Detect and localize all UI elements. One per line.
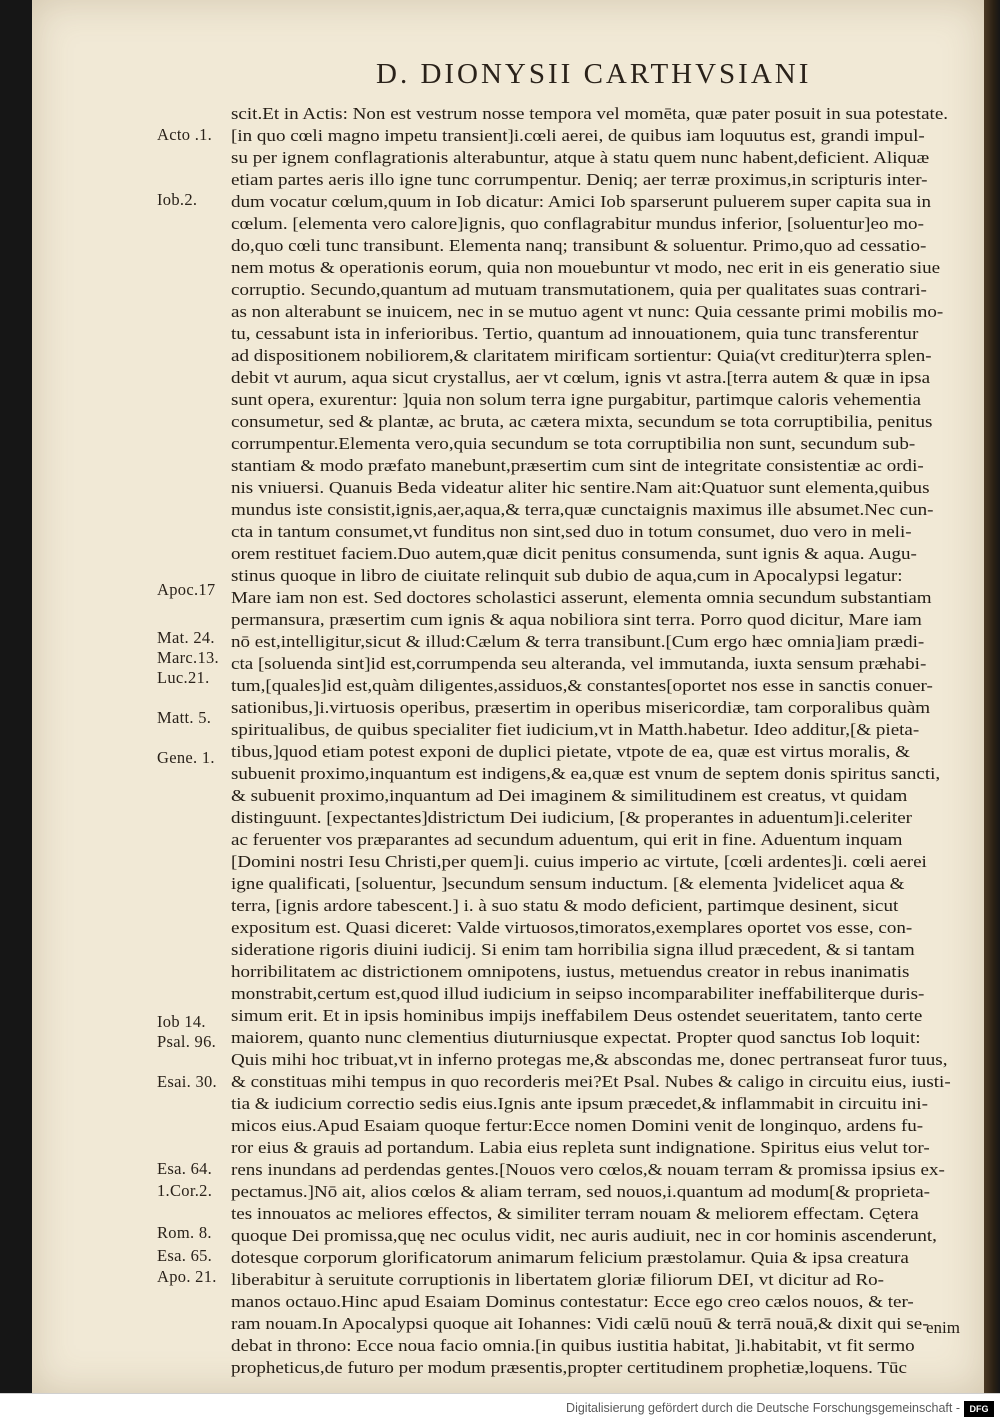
text-line: debit vt aurum, aqua sicut crystallus, aer vt cœlum, ignis vt astra.[terra autem & quæ in ipsa — [231, 368, 931, 387]
text-line: tia & iudicium correctio sedis eius.Ignis ante ipsum præcedet,& inflammabit in circuitu ini- — [231, 1094, 928, 1113]
text-line: corrumpentur.Elementa vero,quia secundum se tota corruptibilia non sunt, secundum sub- — [231, 434, 916, 453]
text-line: sideratione rigoris diuini iudicij. Si enim tam horribilia signa illud præcedent, & si tantam — [231, 940, 915, 959]
margin-ref: Matt. 5. — [157, 708, 212, 727]
text-line: & constituas mihi tempus in quo recorderis mei?Et Psal. Nubes & caligo in circuitu eius, iusti- — [231, 1072, 951, 1091]
funding-credit: Digitalisierung gefördert durch die Deutsche Forschungsgemeinschaft - — [566, 1401, 960, 1415]
margin-ref: 1.Cor.2. — [157, 1181, 213, 1200]
text-line: cœlum. [elementa vero calore]ignis, quo conflagrabitur mundus inferior, [soluentur]eo mo- — [231, 214, 924, 233]
margin-ref: Luc.21. — [157, 668, 210, 687]
text-line: sationibus,]i.virtuosis operibus, præsertim in operibus misericordiæ, tam corporalibus quàm — [231, 698, 931, 717]
text-line: monstrabit,certum est,quod illud iudicium in seipso incomparabiliter ineffabiliterque duris- — [231, 984, 925, 1003]
text-line: su per ignem conflagrationis alterabuntur, atque à statu quem nunc habent,deficient. Aliquæ — [231, 148, 930, 167]
margin-ref: Apo. 21. — [157, 1267, 217, 1286]
text-line: stantiam & modo præfato manebunt,præsertim cum sint de integritate consistentiæ ac ordi- — [231, 456, 924, 475]
margin-ref: Marc.13. — [157, 648, 219, 667]
text-line: ac feruenter vos præparantes ad secundum aduentum, qui erit in fine. Aduentum inquam — [231, 830, 903, 849]
text-line: [Domini nostri Iesu Christi,per quem]i. cuius imperio ac virtute, [cœli ardentes]i. cœli aerei — [231, 852, 927, 871]
text-line: expositum est. Quasi diceret: Valde virtuosos,timoratos,exemplares oportet vos esse, con- — [231, 918, 913, 937]
text-line: distinguunt. [expectantes]districtum Dei iudicium, [& properantes in aduentum]i.celeriter — [231, 808, 913, 827]
margin-ref: Iob 14. — [157, 1012, 206, 1031]
text-line: tu, cessabunt ista in inferioribus. Tertio, quantum ad innouationem, quia tunc transferentur — [231, 324, 919, 343]
text-line: cta in tantum consumet,vt funditus non sint,sed duo in totum consumet, duo vero in meli- — [231, 522, 912, 541]
text-line: micos eius.Apud Esaiam quoque fertur:Ecce nomen Domini venit de longinquo, ardens fu- — [231, 1116, 924, 1135]
text-line: scit.Et in Actis: Non est vestrum nosse tempora vel momēta, quæ pater posuit in sua potestate. — [231, 104, 949, 123]
margin-ref: Iob.2. — [157, 190, 198, 209]
text-line: manos octauo.Hinc apud Esaiam Dominus contestatur: Ecce ego creo cælos nouos, & ter- — [231, 1292, 914, 1311]
text-line: mundus iste consistit,ignis,aer,aqua,& terra,quæ cunctaignis maximus ille absumet.Nec cun- — [231, 500, 934, 519]
text-line: dotesque corporum glorificatorum animarum felicium præstolamur. Quia & ipsa creatura — [231, 1248, 909, 1267]
text-line: quoque Dei promissa,quę nec oculus vidit, nec auris audiuit, nec in cor hominis ascenderunt, — [231, 1226, 937, 1245]
dfg-logo: DFG — [964, 1401, 994, 1417]
text-line: maiorem, quanto nunc clementius diuturniusque expectat. Propter quod sanctus Iob loquit: — [231, 1028, 921, 1047]
text-line: sunt opera, exurentur: ]quia non solum terra igne purgabitur, partimque caloris vehementia — [231, 390, 921, 409]
text-line: subuenit proximo,inquantum est indigens,& ea,quæ est vnum de septem donis spiritus sancti, — [231, 764, 941, 783]
text-line: tes innouatos ac meliores effectos, & similiter terram nouam & meliorem effectam. Cętera — [231, 1204, 919, 1223]
text-line: tibus,]quod etiam potest exponi de duplici pietate, vtpote de ea, quæ est virtus moralis, & — [231, 742, 910, 761]
margin-ref: Acto .1. — [157, 125, 213, 144]
text-line: do,quo cœli tunc transibunt. Elementa nanq; transibunt & soluentur. Primo,quo ad cessatio- — [231, 236, 927, 255]
text-line: Quis mihi hoc tribuat,vt in inferno protegas me,& abscondas me, donec pertranseat furor tuus, — [231, 1050, 948, 1069]
margin-ref: Esai. 30. — [157, 1072, 217, 1091]
text-line: ram nouam.In Apocalypsi quoque ait Iohannes: Vidi cælū nouū & terrā nouā,& dixit qui se- — [231, 1314, 929, 1333]
book-spine — [984, 0, 1000, 1393]
margin-ref: Rom. 8. — [157, 1223, 212, 1242]
text-line: terra, [ignis ardore tabescent.] i. à suo statu & modo deficient, partimque desinent, sicut — [231, 896, 899, 915]
text-line: consumetur, sed & plantæ, ac bruta, ac cætera mixta, secundum se tota corruptibilia, penitus — [231, 412, 933, 431]
text-line: rens inundans ad perdendas gentes.[Nouos vero cœlos,& nouam terram & promissa ipsius ex- — [231, 1160, 945, 1179]
footer-bar — [0, 1393, 1000, 1425]
text-line: spiritualibus, de quibus specialiter fiet iudicium,vt in Matth.habetur. Ideo additur,[& pieta- — [231, 720, 920, 739]
text-line: debat in throno: Ecce noua facio omnia.[in quibus iustitia habitat, ]i.habitabit, vt fit sermo — [231, 1336, 915, 1355]
margin-ref: Mat. 24. — [157, 628, 215, 647]
margin-ref: Gene. 1. — [157, 748, 215, 767]
text-line: orem restituet faciem.Duo autem,quæ dicit penitus consumenda, sunt ignis & aqua. Augu- — [231, 544, 917, 563]
margin-ref: Esa. 65. — [157, 1246, 213, 1265]
text-line: cta [soluenda sint]id est,corrumpenda seu alteranda, vel immutanda, iuxta sensum præhabi- — [231, 654, 927, 673]
text-line: pectamus.]Nō ait, alios cœlos & aliam terram, sed nouos,i.quantum ad modum[& proprieta- — [231, 1182, 931, 1201]
text-line: permansura, præsertim cum ignis & aqua nobiliora sint terra. Porro quod dicitur, Mare iam — [231, 610, 922, 629]
margin-ref: Esa. 64. — [157, 1159, 213, 1178]
margin-ref: Apoc.17 — [157, 580, 216, 599]
text-line: [in quo cœli magno impetu transient]i.cœli aerei, de quibus iam loquutus est, grandi impul- — [231, 126, 925, 145]
text-line: nem motus & operationis eorum, quia non mouebuntur vt modo, nec erit in eis generatio siue — [231, 258, 941, 277]
text-line: & subuenit proximo,inquantum ad Dei imaginem & similitudinem est creatus, vt quidam — [231, 786, 908, 805]
running-header: D. DIONYSII CARTHVSIANI — [376, 58, 812, 90]
text-line: igne qualificati, [soluentur, ]secundum sensum inductum. [& elementa ]videlicet aqua & — [231, 874, 905, 893]
text-line: liberabitur à seruitute corruptionis in libertatem gloriæ filiorum DEI, vt dicitur ad Ro- — [231, 1270, 885, 1289]
text-line: tum,[quales]id est,quàm diligentes,assiduos,& constantes[oportet nos esse in sanctis conuer- — [231, 676, 933, 695]
catchword: enim — [926, 1318, 960, 1337]
margin-ref: Psal. 96. — [157, 1032, 217, 1051]
text-line: stinus quoque in libro de ciuitate relinquit sub dubio de aqua,cum in Apocalypsi legatur: — [231, 566, 903, 585]
text-line: nō est,intelligitur,sicut & illud:Cælum & terra transibunt.[Cum ergo hæc omnia]iam prædi- — [231, 632, 925, 651]
text-line: corruptio. Secundo,quantum ad mutuam transmutationem, quia per qualitates suas contrari- — [231, 280, 927, 299]
text-line: dum vocatur cœlum,quum in Iob dicatur: Amici Iob sparserunt puluerem super capita sua in — [231, 192, 932, 211]
text-line: Mare iam non est. Sed doctores scholastici asserunt, elementa omnia secundum substantiam — [231, 588, 932, 607]
text-line: nis vniuersi. Quanuis Beda videatur aliter hic sentire.Nam ait:Quatuor sunt elementa,quibus — [231, 478, 930, 497]
text-line: propheticus,de futuro per modum præsentis,propter certitudinem prophetiæ,loquens. Tūc — [231, 1358, 907, 1377]
text-line: as non alterabunt se inuicem, nec in se mutuo agent vt nunc: Quia cessante primi mobilis mo- — [231, 302, 944, 321]
text-line: ad dispositionem nobiliorem,& claritatem mirificam sortientur: Quia(vt creditur)terra splen- — [231, 346, 932, 365]
text-line: simum erit. Et in ipsis hominibus impijs ineffabilem Deus ostendet seueritatem, tanto certe — [231, 1006, 923, 1025]
text-line: ror eius & grauis ad portandum. Labia eius repleta sunt indignatione. Spiritus eius velut tor- — [231, 1138, 930, 1157]
text-line: horribilitatem ac districtionem omnipotens, iustus, metuendus creator in rebus inanimatis — [231, 962, 910, 981]
text-line: etiam partes aeris illo igne tunc corrumpentur. Deniq; aer terræ proximus,in scripturis inter- — [231, 170, 928, 189]
